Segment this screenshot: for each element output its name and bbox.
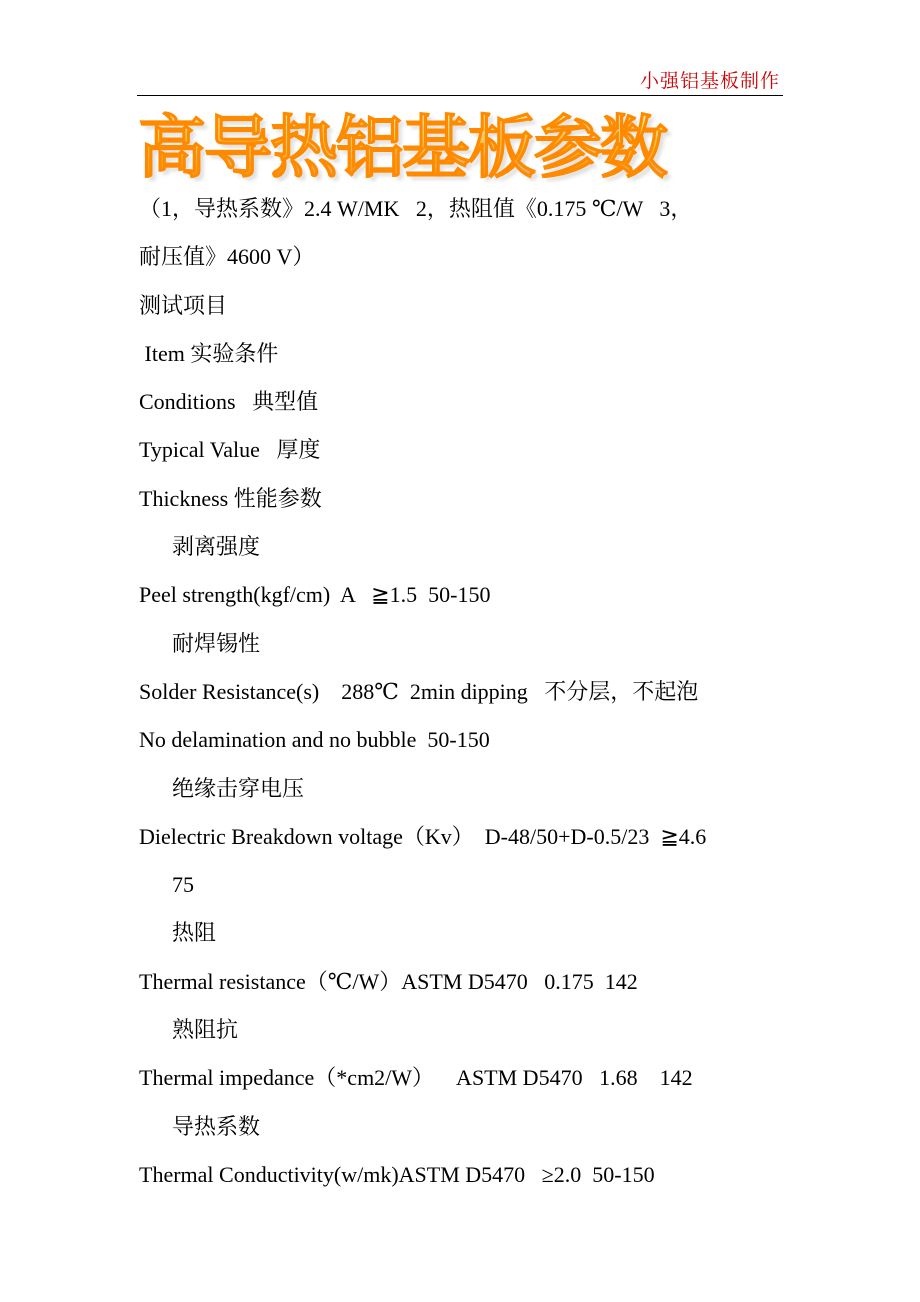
text-line: Item 实验条件	[139, 340, 279, 366]
document-body	[139, 185, 799, 1199]
header-rule	[137, 95, 783, 96]
text-line: Peel strength(kgf/cm) A ≧1.5 50-150	[139, 582, 491, 608]
header-note: 小强铝基板制作	[639, 70, 780, 92]
text-line: Thermal Conductivity(w/mk)ASTM D5470 ≥2.0 50-150	[139, 1161, 655, 1187]
text-line: 导热系数	[172, 1113, 261, 1139]
text-line: No delamination and no bubble 50-150	[139, 727, 490, 753]
text-line: 绝缘击穿电压	[172, 775, 305, 801]
text-line: （1，导热系数》2.4 W/MK 2，热阻值《0.175 ℃/W 3，	[139, 196, 693, 221]
text-line: 耐焊锡性	[172, 630, 261, 656]
text-line: Thermal resistance（℃/W）ASTM D5470 0.175 142	[139, 968, 638, 994]
text-line: Typical Value 厚度	[139, 437, 321, 463]
text-line: Thermal impedance（*cm2/W） ASTM D5470 1.68 142	[139, 1065, 693, 1091]
document-title: 高导热铝基板参数	[138, 108, 667, 188]
text-line: 熟阻抗	[172, 1017, 239, 1043]
text-line: Conditions 典型值	[139, 389, 319, 415]
text-line: Solder Resistance(s) 288℃ 2min dipping 不分层，不起泡	[139, 678, 699, 704]
text-line: 剥离强度	[172, 534, 261, 560]
text-line: 测试项目	[139, 292, 228, 318]
text-line: 热阻	[172, 920, 217, 946]
text-line: Dielectric Breakdown voltage（Kv） D-48/50+D-0.5/23 ≧4.6	[139, 823, 707, 849]
text-line: 75	[172, 872, 194, 898]
text-line: Thickness 性能参数	[139, 485, 322, 511]
text-line: 耐压值》4600 V）	[139, 244, 315, 270]
